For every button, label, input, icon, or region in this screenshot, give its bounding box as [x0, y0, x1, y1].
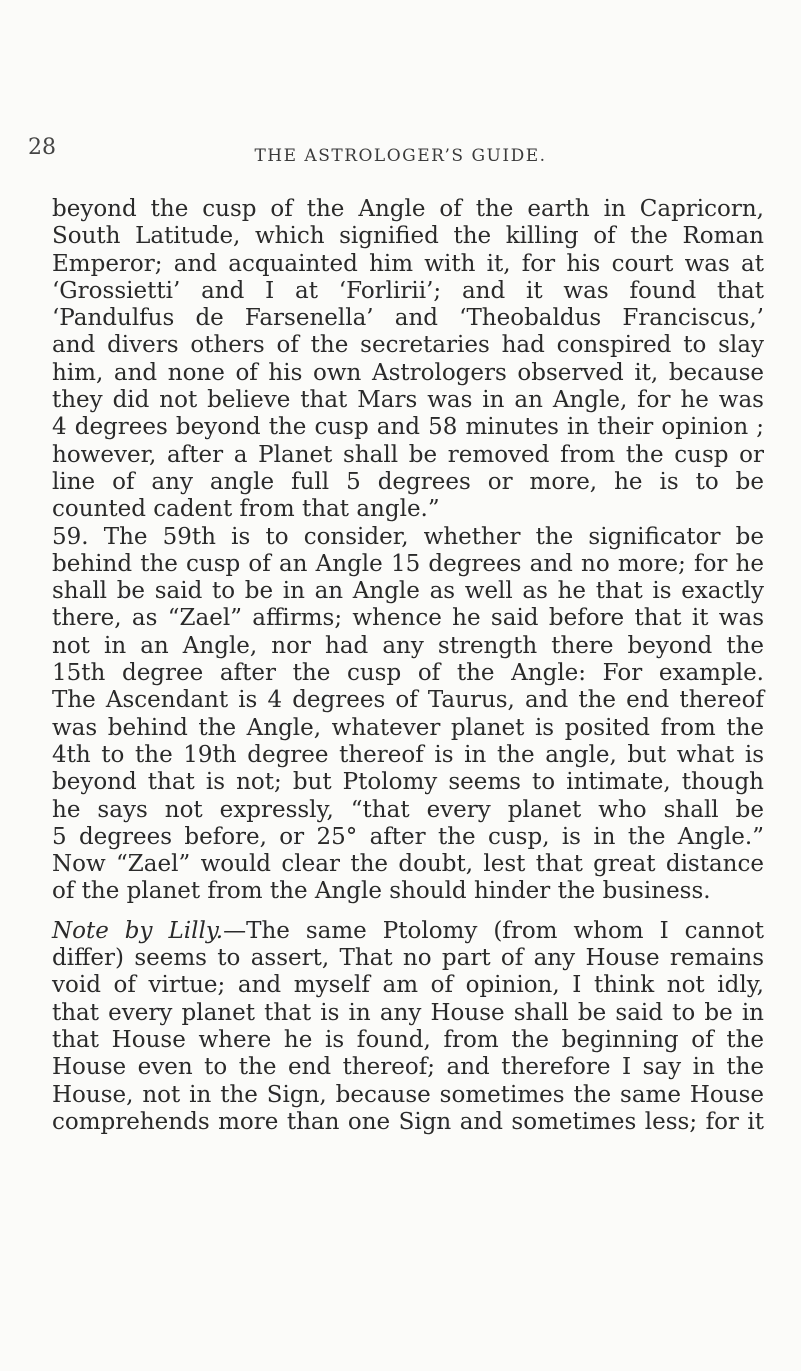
text-line: beyond that is not; but Ptolomy seems to intimate, though: [52, 769, 764, 796]
text-line: void of virtue; and myself am of opinion, I think not idly,: [52, 972, 764, 999]
text-line: ‘Grossietti’ and I at ‘Forlirii’; and it was found that: [52, 277, 764, 304]
text-line: 5 degrees before, or 25° after the cusp, is in the Angle.”: [52, 823, 764, 850]
text-line: comprehends more than one Sign and sometimes less; for it: [52, 1108, 764, 1135]
paragraph-1: [52, 196, 764, 524]
paragraph-gap: [52, 906, 764, 918]
text-line: 4th to the 19th degree thereof is in the angle, but what is: [52, 741, 764, 768]
text-line: was behind the Angle, whatever planet is posited from the: [52, 714, 764, 741]
text-line: they did not believe that Mars was in an Angle, for he was: [52, 387, 764, 414]
text-line: Now “Zael” would clear the doubt, lest that great distance: [52, 851, 764, 878]
text-line: 59. The 59th is to consider, whether the significator be: [52, 523, 764, 550]
body-text: [52, 196, 764, 1136]
text-line: House, not in the Sign, because sometimes the same House: [52, 1081, 764, 1108]
text-line: not in an Angle, nor had any strength there beyond the: [52, 632, 764, 659]
text-line: of the planet from the Angle should hinder the business.: [52, 878, 711, 905]
text-line: Emperor; and acquainted him with it, for his court was at: [52, 250, 764, 277]
text-line: ‘Pandulfus de Farsenella’ and ‘Theobaldus Franciscus,’: [52, 305, 764, 332]
text-line: 4 degrees beyond the cusp and 58 minutes in their opinion ;: [52, 414, 764, 441]
text-line: shall be said to be in an Angle as well as he that is exactly: [52, 578, 764, 605]
running-head: THE ASTROLOGER’S GUIDE.: [254, 146, 547, 166]
note-label: Note by Lilly.: [52, 917, 224, 944]
text-line: differ) seems to assert, That no part of any House remains: [52, 945, 764, 972]
text-line: and divers others of the secretaries had conspired to slay: [52, 332, 764, 359]
text-line: behind the cusp of an Angle 15 degrees and no more; for he: [52, 550, 764, 577]
text-line: him, and none of his own Astrologers observed it, because: [52, 359, 764, 386]
note-paragraph: [52, 918, 764, 1136]
text-line: 15th degree after the cusp of the Angle: For example.: [52, 660, 764, 687]
text-line: he says not expressly, “that every planet who shall be: [52, 796, 764, 823]
text-line: counted cadent from that angle.”: [52, 496, 440, 523]
text-line: there, as “Zael” affirms; whence he said before that it was: [52, 605, 764, 632]
text-line: beyond the cusp of the Angle of the earth in Capricorn,: [52, 196, 764, 222]
paragraph-2: [52, 524, 764, 906]
note-first-line: [52, 918, 764, 945]
text-line: however, after a Planet shall be removed from the cusp or: [52, 441, 764, 468]
text-line: The Ascendant is 4 degrees of Taurus, and the end thereof: [52, 687, 764, 714]
text-line: that House where he is found, from the beginning of the: [52, 1026, 764, 1053]
text-line: line of any angle full 5 degrees or more, he is to be: [52, 468, 764, 495]
text-line: South Latitude, which signified the killing of the Roman: [52, 223, 764, 250]
note-first-line-text: —The same Ptolomy (from whom I cannot: [223, 917, 764, 944]
text-line: House even to the end thereof; and therefore I say in the: [52, 1054, 764, 1081]
text-line: that every planet that is in any House shall be said to be in: [52, 999, 764, 1026]
page-number: 28: [28, 135, 56, 160]
